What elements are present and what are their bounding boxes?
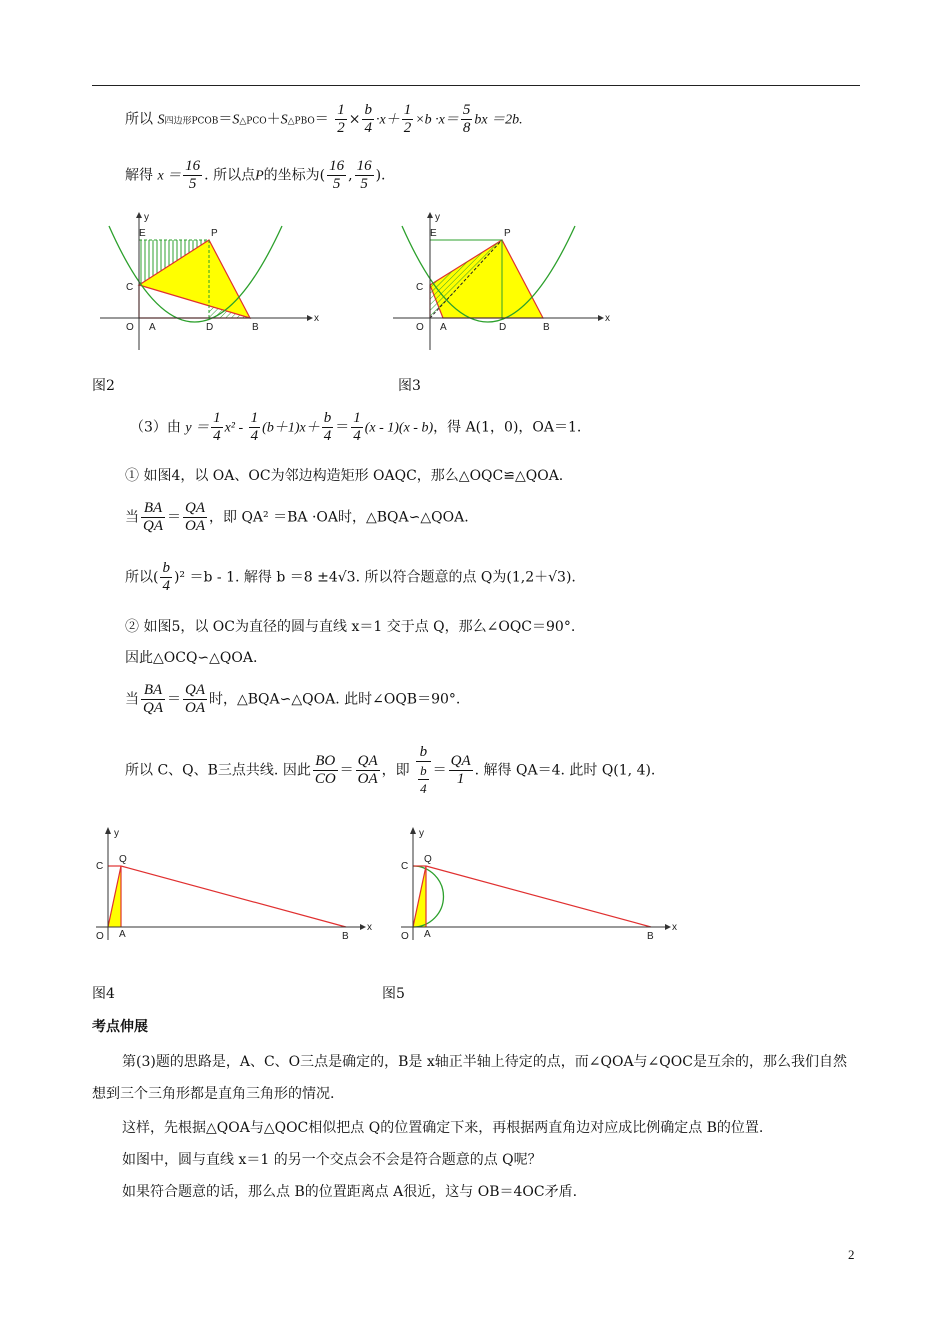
label-c: C	[401, 861, 409, 872]
fraction: $\frac{b}{4}$	[323, 410, 332, 444]
label-b: B	[543, 322, 550, 333]
line-qb	[121, 866, 346, 927]
label-x: x	[367, 922, 372, 933]
fraction: $\frac{QA}{OA}$	[185, 500, 205, 534]
label-q: Q	[424, 854, 432, 865]
label-c: C	[96, 861, 104, 872]
ratio-condition-line-2: 当 $\frac{BA}{QA}$ ＝ $\frac{QA}{OA}$ 时，△BQA∽△QOA. 此时∠OQB＝90°.	[125, 682, 461, 716]
label-y: y	[144, 212, 149, 223]
fraction: $\frac{16}{5}$	[329, 158, 345, 192]
fraction: $\frac{1}{4}$	[250, 410, 259, 444]
similar-line: 因此△OCQ∽△QOA.	[125, 650, 258, 666]
fraction: $\frac{BA}{QA}$	[143, 682, 163, 716]
label-o: O	[401, 931, 409, 942]
fraction: $\frac{1}{4}$	[353, 410, 361, 444]
caption-fig5: 图5	[382, 986, 405, 1002]
fraction: $\frac{5}{8}$	[462, 102, 471, 136]
caption-fig2: 图2	[92, 378, 115, 394]
label-e: E	[139, 228, 146, 239]
label-p: P	[504, 228, 511, 239]
label-b: B	[252, 322, 259, 333]
fraction: $\frac{QA}{OA}$	[357, 753, 378, 787]
label-a: A	[149, 322, 156, 333]
label-x: x	[672, 922, 677, 933]
label-b: B	[342, 931, 349, 942]
fraction: $\frac{b}{4}$	[364, 102, 372, 136]
line-qb	[426, 866, 651, 927]
label-y: y	[435, 212, 440, 223]
label-d: D	[206, 322, 214, 333]
page-number: 2	[848, 1247, 855, 1262]
figure-2	[92, 208, 322, 358]
label-o: O	[416, 322, 424, 333]
extension-paragraph-4: 如果符合题意的话，那么点 B的位置距离点 A很近，这与 OB＝4OC矛盾.	[122, 1184, 578, 1200]
label-o: O	[96, 931, 104, 942]
caption-fig4: 图4	[92, 986, 115, 1002]
label-o: O	[126, 322, 134, 333]
figure-5	[393, 822, 683, 944]
label-e: E	[430, 228, 437, 239]
section-heading: 考点伸展	[92, 1019, 148, 1035]
label-d: D	[499, 322, 507, 333]
caption-fig3: 图3	[398, 378, 421, 394]
solution-line: 解得 x ＝ $\frac{16}{5}$ . 所以点P的坐标为( $\frac{16}{5}$ , $\frac{16}{5}$ ).	[125, 158, 386, 192]
label-x: x	[605, 313, 610, 324]
fraction: $\frac{1}{2}$	[403, 102, 412, 136]
fraction: $\frac{BO}{CO}$	[314, 753, 336, 787]
label-b: B	[647, 931, 654, 942]
parabola-factor-line: （3）由 y ＝ $\frac{1}{4}$ x² - $\frac{1}{4}$ (b＋1)x＋ $\frac{b}{4}$ ＝ $\frac{1}{4}$ (x - 1)(x - b)，得 A(1，0)，OA＝1.	[130, 410, 582, 444]
ratio-condition-line: 当 $\frac{BA}{QA}$ ＝ $\frac{QA}{OA}$ ，即 QA² ＝BA ·OA时，△BQA∽△QOA.	[125, 500, 469, 534]
compound-fraction: $\frac{b}{\frac{b}{4}}$	[416, 744, 431, 797]
fraction: $\frac{BA}{QA}$	[143, 500, 163, 534]
fraction: $\frac{QA}{OA}$	[185, 682, 205, 716]
solve-b-line: 所以( $\frac{b}{4}$ )² ＝b - 1. 解得 b ＝8 ±4√3. 所以符合题意的点 Q为(1,2＋√3).	[125, 560, 576, 594]
case1-line: ① 如图4，以 OA、OC为邻边构造矩形 OAQC，那么△OQC≌△QOA.	[125, 468, 564, 484]
figure-3	[385, 208, 615, 358]
fraction: $\frac{QA}{1}$	[450, 753, 471, 787]
extension-paragraph-3: 如图中，圆与直线 x＝1 的另一个交点会不会是符合题意的点 Q呢？	[122, 1152, 542, 1168]
label-p: P	[211, 228, 218, 239]
label-y: y	[419, 828, 424, 839]
label-a: A	[119, 929, 126, 940]
collinear-line: 所以 C、Q、B三点共线. 因此 $\frac{BO}{CO}$ ＝ $\frac{QA}{OA}$ ，即 $\frac{b}{\frac{b}{4}}$ ＝ $\frac{QA}{1}$ . 解得 QA＝4. 此时 Q(1, 4).	[125, 744, 656, 796]
fraction: $\frac{1}{4}$	[213, 410, 221, 444]
extension-paragraph-2: 这样，先根据△QOA与△QOC相似把点 Q的位置确定下来，再根据两直角边对应成比例确定点 B的位置.	[122, 1120, 764, 1136]
extension-paragraph-1: 第(3)题的思路是，A、C、O三点是确定的，B是 x轴正半轴上待定的点，而∠QOA与∠QOC是互余的，那么我们自然想到三个三角形都是直角三角形的情况.	[92, 1054, 847, 1102]
label-y: y	[114, 828, 119, 839]
header-rule	[92, 85, 860, 86]
area-equation-line: 所以 S四边形PCOB＝S△PCO＋S△PBO＝ $\frac{1}{2}$ × $\frac{b}{4}$ ·x＋ $\frac{1}{2}$ ×b ·x＝ $\frac{5}{8}$ bx ＝2b.	[125, 102, 523, 136]
fraction: $\frac{16}{5}$	[356, 158, 372, 192]
case2-line: ② 如图5，以 OC为直径的圆与直线 x＝1 交于点 Q，那么∠OQC＝90°.	[125, 619, 576, 635]
figure-4	[88, 822, 378, 944]
label-x: x	[314, 313, 319, 324]
label-c: C	[416, 282, 424, 293]
fraction: $\frac{16}{5}$	[185, 158, 201, 192]
label-a: A	[440, 322, 447, 333]
fraction: $\frac{b}{4}$	[162, 560, 170, 594]
fraction: $\frac{1}{2}$	[337, 102, 345, 136]
label-a: A	[424, 929, 431, 940]
label-q: Q	[119, 854, 127, 865]
label-c: C	[126, 282, 134, 293]
